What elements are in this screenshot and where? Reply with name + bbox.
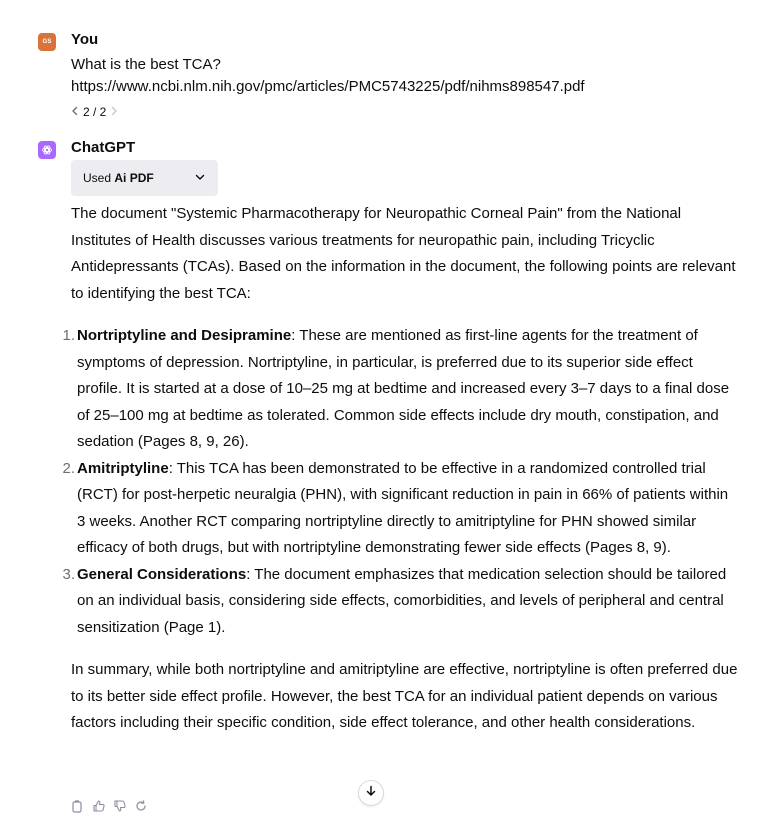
user-message-text — [71, 54, 585, 98]
assistant-role-label: ChatGPT — [71, 139, 136, 156]
list-item — [62, 562, 739, 642]
assistant-response-body — [62, 201, 739, 737]
response-pager — [71, 105, 118, 119]
list-item-text: : This TCA has been demonstrated to be effective in a randomized controlled trial (RCT) for post-herpetic neuralgia (PHN), with significant reduction in pain in 66% of patients within 3 weeks. Another RCT comparing nortriptyline directly to amitriptyline for PHN showed similar efficacy of both drugs, but with nortriptyline demonstrating fewer side effects (Pages 8, 9). — [77, 459, 729, 556]
chevron-left-icon[interactable] — [71, 105, 79, 119]
response-points-list — [62, 323, 739, 641]
list-item-title: General Considerations — [77, 565, 247, 583]
chevron-right-icon[interactable] — [110, 105, 118, 119]
openai-logo-icon — [38, 141, 56, 159]
list-item-number: 1. — [62, 327, 75, 344]
user-role-label: You — [71, 31, 99, 48]
list-item-text: : The document emphasizes that medication selection should be tailored on an individual basis, considering side effects, comorbidities, and levels of peripheral and central sensitization (Page 1). — [77, 565, 727, 636]
chevron-down-icon — [194, 171, 206, 186]
list-item-number: 3. — [62, 565, 75, 583]
plugin-chip-prefix: Used — [83, 171, 115, 185]
user-avatar — [38, 33, 56, 51]
user-message-line: What is the best TCA? — [71, 56, 221, 73]
plugin-used-chip[interactable] — [71, 160, 218, 196]
response-intro: The document "Systemic Pharmacotherapy for Neuropathic Corneal Pain" from the National Institutes of Health discusses various treatments for neuropathic pain, including Tricyclic Antidepressants (TCAs). Based on the information in the document, the following points are relevant to identifying the best TCA: — [71, 205, 736, 302]
list-item-title: Amitriptyline — [77, 459, 169, 477]
user-avatar-initials: GS — [42, 39, 52, 45]
plugin-chip-label — [83, 171, 194, 185]
copy-icon[interactable] — [71, 799, 84, 813]
thumbs-up-icon[interactable] — [92, 799, 105, 813]
list-item — [62, 456, 739, 562]
regenerate-icon[interactable] — [134, 799, 147, 813]
response-summary: In summary, while both nortriptyline and amitriptyline are effective, nortriptyline is often preferred due to its better side effect profile. However, the best TCA for an individual patient depends on various factors including their specific condition, side effect tolerance, and other health considerations. — [71, 661, 738, 731]
list-item-text: : These are mentioned as first-line agents for the treatment of symptoms of depression. Nortriptyline, in particular, is preferred due to its superior side effect profile. It is started at a dose of 10–25 mg at bedtime and increased every 3–7 days to a final dose of 25–100 mg at bedtime as tolerated. Common side effects include dry mouth, constipation, and sedation (Pages 8, 9, 26). — [77, 327, 730, 450]
pager-label: 2 / 2 — [83, 105, 107, 119]
list-item — [62, 323, 739, 456]
list-item-number: 2. — [62, 459, 75, 477]
user-message-link: https://www.ncbi.nlm.nih.gov/pmc/articles/PMC5743225/pdf/nihms898547.pdf — [71, 78, 585, 95]
list-item-title: Nortriptyline and Desipramine — [77, 327, 292, 344]
message-actions — [71, 799, 147, 813]
arrow-down-icon — [365, 784, 377, 802]
plugin-chip-name: Ai PDF — [114, 171, 154, 185]
thumbs-down-icon[interactable] — [113, 799, 126, 813]
scroll-to-bottom-button[interactable] — [358, 780, 384, 806]
